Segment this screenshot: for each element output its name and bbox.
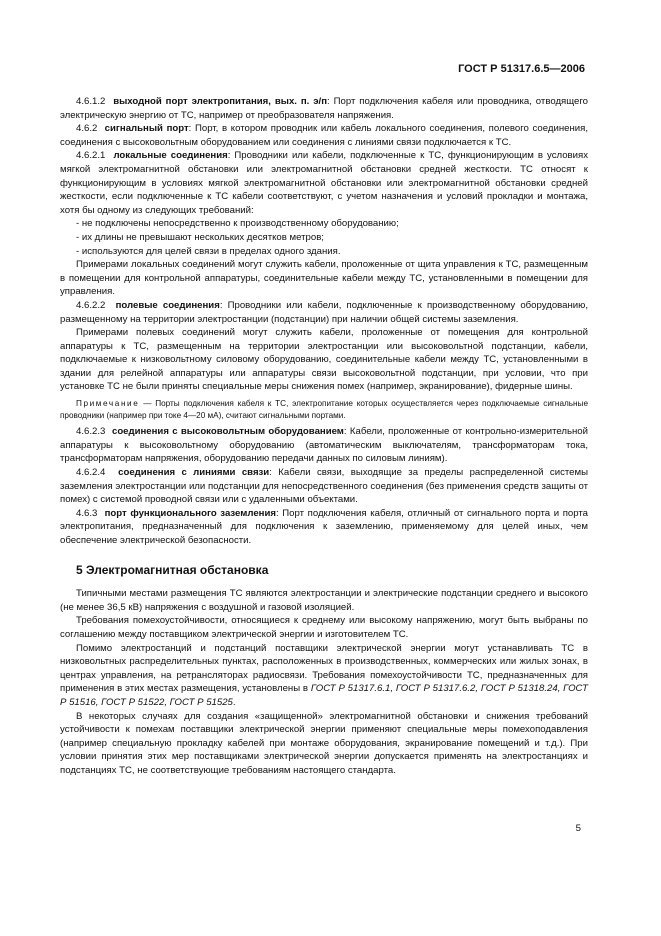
section5-paragraph: Типичными местами размещения ТС являются электростанции и электрические подстанции среднего и высокого (не менее 36,5 кВ) напряжения с воздушной и газовой изоляцией. — [60, 588, 588, 613]
standard-references: ГОСТ Р 51317.6.1, ГОСТ Р 51317.6.2, ГОСТ Р 51318.24, ГОСТ Р 51516, ГОСТ Р 51522, ГОСТ Р 51525 — [60, 683, 588, 708]
clause-number: 4.6.1.2 — [76, 96, 106, 107]
definition: : Кабели, проложенные от контрольно-измерительной аппаратуры к высоковольтному оборудованию (автоматическим выключателям, трансформаторам тока, трансформаторам напряжения, оборудованию передачи данных по силовым линиям). — [60, 426, 588, 465]
clause-4-6-2-3 — [60, 425, 588, 466]
section5-paragraph — [60, 642, 588, 710]
clause-4-6-1-2 — [60, 95, 588, 122]
clause-4-6-2-2 — [60, 299, 588, 326]
clause-number: 4.6.2.3 — [76, 426, 106, 438]
definition: : Порт, в котором проводник или кабель локального соединения, полевого соединения, соединения с высоковольтным оборудованием или соединения с линиями связи подключается к ТС. — [60, 123, 588, 148]
definition: : Кабели связи, выходящие за пределы распределенной системы заземления электростанции или подстанции для непосредственного соединения (без применения средств защиты от помех) с системой проводной связи или с удаленными объектами. — [60, 467, 588, 506]
section5-paragraph: Требования помехоустойчивости, относящиеся к среднему или высокому напряжению, могут быть выбраны по соглашению между поставщиком электрической энергии и изготовителем ТС. — [60, 615, 588, 640]
clause-number: 4.6.2.2 — [76, 299, 106, 311]
term: сигнальный порт — [104, 123, 189, 135]
note — [60, 398, 588, 421]
paragraph-text: Помимо электростанций и подстанций поставщики электрической энергии могут устанавливать ТС в низковольтных распределительных пунктах, расположенных в производственных, коммерческих или жилых зонах, в центрах управления, на ретрансляторах радиосвязи. Требования помехоустойчивости ТС, предназначенных для применения в этих местах размещения, установлены в — [60, 642, 588, 695]
term: выходной порт электропитания, вых. п. э/п — [113, 96, 327, 107]
page-body — [60, 95, 588, 778]
field-examples: Примерами полевых соединений могут служить кабели, проложенные от помещения для контрольной аппаратуры к ТС, размещенным на территории электростанции или высоковольтной подстанции, кабели, подключаемые к низковольтному силовому оборудованию, соединительные кабели между ТС, установленными в здании для релейной аппаратуры или аппаратуры связи высоковольтной подстанции, при условии, что при установке ТС не были приняты специальные меры снижения помех (например, экранирование), фидерные шины. — [60, 327, 588, 393]
clause-4-6-2-4 — [60, 466, 588, 507]
clause-4-6-2 — [60, 122, 588, 149]
clause-number: 4.6.3 — [76, 507, 98, 519]
definition: : Порт подключения кабеля, отличный от сигнального порта и порта электропитания, предназначенный для подключения к заземлению, применяемому для целей иных, чем обеспечение электрической безопасности. — [60, 507, 588, 546]
section-heading: 5 Электромагнитная обстановка — [76, 562, 269, 577]
list-item: - их длины не превышают нескольких десятков метров; — [76, 231, 324, 243]
local-examples: Примерами локальных соединений могут служить кабели, проложенные от щита управления к ТС, размещенным в помещении для контрольной аппаратуры, соединительные кабели между ТС, установленными в помещении для управления. — [60, 259, 588, 298]
term: соединения с высоковольтным оборудованием — [111, 426, 344, 438]
definition: : Порт подключения кабеля или проводника, отводящего электрическую энергию от ТС, например от преобразователя напряжения. — [60, 96, 588, 121]
list-item: - не подключены непосредственно к производственному оборудованию; — [76, 218, 399, 230]
list-item: - используются для целей связи в пределах одного здания. — [76, 245, 341, 257]
term: соединения с линиями связи — [118, 467, 270, 479]
paragraph-end: . — [232, 696, 236, 708]
section5-paragraph: В некоторых случаях для создания «защищенной» электромагнитной обстановки и снижения требований устойчивости к помехам поставщики электрической энергии применяют специальные меры помехоподавления (например специальную прокладку кабелей при монтаже оборудования, экранирование помещений и т.д.). При условии принятия этих мер поставщиками электрической энергии допускается применять на электростанциях и подстанциях ТС, не соответствующие требованиям настоящего стандарта. — [60, 710, 588, 776]
definition: : Проводники или кабели, подключенные к производственному оборудованию, размещенному на территории электростанции (подстанции) при наличии общей системы заземления. — [60, 299, 588, 325]
page-number: 5 — [575, 823, 581, 834]
clause-4-6-3 — [60, 507, 588, 548]
note-text: — Порты подключения кабеля к ТС, электропитание которых осуществляется через подключаемые сигнальные проводники (например при токе 4—20 мА), считают сигнальными портами. — [60, 399, 588, 420]
term: полевые соединения — [115, 299, 220, 311]
term: локальные соединения — [113, 150, 228, 162]
clause-number: 4.6.2.4 — [76, 467, 106, 479]
note-label: Примечание — [76, 399, 140, 409]
clause-4-6-2-1 — [60, 149, 588, 217]
clause-number: 4.6.2 — [76, 123, 98, 135]
clause-number: 4.6.2.1 — [76, 150, 106, 162]
term: порт функционального заземления — [104, 507, 276, 519]
definition: : Проводники или кабели, подключенные к ТС, функционирующим в условиях мягкой электромагнитной обстановки или электромагнитной обстановки средней жесткости. ТС относят к функционирующим в условиях мягкой электромагнитной обстановки или электромагнитной обстановки средней жесткости, если подключенные к ТС кабели соответствуют, с учетом назначения и условий прокладки и монтажа, хотя бы одному из следующих требований: — [60, 150, 588, 216]
document-header: ГОСТ Р 51317.6.5—2006 — [458, 63, 585, 75]
